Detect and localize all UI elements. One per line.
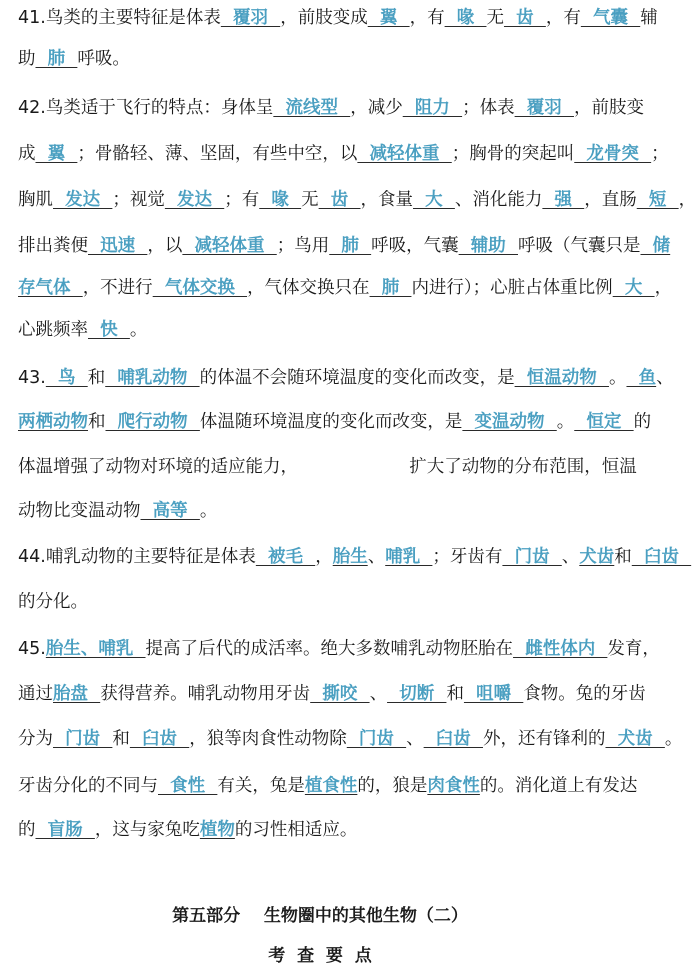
text-segment: ，气体交换只在 <box>247 278 370 298</box>
section-title: 第五部分 生物圈中的其他生物（二） <box>172 906 468 926</box>
answer-blank: 植食性 <box>304 776 358 796</box>
answer-blank: 气囊 <box>580 8 641 28</box>
text-segment: ， <box>654 278 673 298</box>
text-segment: ；视觉 <box>112 190 165 210</box>
answer-blank: 肉食性 <box>427 776 480 796</box>
answer-blank: 喙 <box>444 8 487 28</box>
answer-blank: 雌性体内 <box>513 639 608 659</box>
answer-blank: 爬行动物 <box>105 412 200 432</box>
text-segment: 体温增强了动物对环境的适应能力， 扩大了动物的分布范围，恒温 <box>18 457 637 477</box>
text-line <box>18 232 671 260</box>
text-segment: ，有 <box>545 8 581 28</box>
text-segment: 、 <box>406 729 424 749</box>
answer-blank: 齿 <box>318 190 361 210</box>
answer-blank: 犬齿 <box>605 729 665 749</box>
answer-blank: 恒定 <box>574 412 634 432</box>
text-line <box>18 543 692 571</box>
answer-blank: 气体交换 <box>152 278 248 298</box>
text-line <box>18 364 674 392</box>
text-line <box>18 680 646 708</box>
answer-blank: 齿 <box>503 8 546 28</box>
answer-blank: 胎生、哺乳 <box>45 639 146 659</box>
answer-blank: 大 <box>612 278 655 298</box>
text-segment: 排出粪便 <box>18 236 88 256</box>
answer-blank: 发达 <box>53 190 113 210</box>
text-segment: 。 <box>556 412 575 432</box>
answer-blank: 恒温动物 <box>514 368 609 388</box>
text-segment: 的，狼是 <box>357 776 428 796</box>
text-segment: 43. <box>18 368 46 388</box>
answer-blank: 辅助 <box>458 236 518 256</box>
answer-blank: 强 <box>542 190 585 210</box>
text-segment: 。 <box>129 320 148 340</box>
answer-blank: 减轻体重 <box>182 236 277 256</box>
answer-blank: 覆羽 <box>220 8 281 28</box>
answer-blank: 覆羽 <box>514 98 574 118</box>
answer-blank: 臼齿 <box>129 729 190 749</box>
text-segment: 发育， <box>607 639 660 659</box>
answer-blank: 食性 <box>158 776 218 796</box>
text-segment: ，减少 <box>350 98 403 118</box>
text-segment: 的 <box>18 820 36 840</box>
text-segment: ，前肢变 <box>573 98 644 118</box>
text-segment: 无 <box>301 190 319 210</box>
text-segment: 呼吸，气囊 <box>371 236 459 256</box>
text-segment: 的分化。 <box>18 592 88 612</box>
text-segment: 45. <box>18 639 46 659</box>
text-line <box>18 453 637 481</box>
text-line <box>18 408 652 436</box>
answer-blank: 高等 <box>140 501 200 521</box>
answer-blank: 切断 <box>387 684 447 704</box>
text-segment: 、消化能力 <box>454 190 543 210</box>
answer-blank: 大 <box>413 190 455 210</box>
text-segment: 胸肌 <box>18 190 53 210</box>
text-segment: 辅 <box>640 8 658 28</box>
text-segment: ；骨骼轻、薄、坚固，有些中空，以 <box>77 144 358 164</box>
answer-blank: 胎盘 <box>53 684 101 704</box>
text-segment: 和 <box>87 368 106 388</box>
answer-blank: 哺乳 <box>385 547 433 567</box>
text-segment: 。 <box>608 368 627 388</box>
text-segment: ；胸骨的突起叫 <box>451 144 575 164</box>
text-segment: 助 <box>18 49 36 69</box>
answer-blank: 存气体 <box>18 278 83 298</box>
answer-blank: 门齿 <box>502 547 562 567</box>
text-line <box>18 45 630 73</box>
text-line <box>18 725 683 753</box>
text-segment: 、 <box>656 368 674 388</box>
text-segment: 无 <box>486 8 504 28</box>
answer-blank: 鸟 <box>45 368 88 388</box>
text-segment: 和 <box>88 412 106 432</box>
answer-blank: 龙骨突 <box>574 144 652 164</box>
text-segment: 44.哺乳动物的主要特征是体表 <box>18 547 256 567</box>
text-segment: ；鸟用 <box>276 236 330 256</box>
text-line <box>18 588 630 616</box>
answer-blank: 肺 <box>35 49 78 69</box>
text-line <box>18 816 630 844</box>
answer-blank: 两栖动物 <box>18 412 88 432</box>
answer-blank: 门齿 <box>346 729 407 749</box>
answer-blank: 流线型 <box>273 98 351 118</box>
text-segment: 、 <box>369 684 388 704</box>
text-line <box>18 635 660 663</box>
answer-blank: 翼 <box>35 144 78 164</box>
text-segment: 提高了后代的成活率。绝大多数哺乳动物胚胎在 <box>145 639 514 659</box>
answer-blank: 咀嚼 <box>463 684 524 704</box>
text-segment: 体温随环境温度的变化而改变，是 <box>199 412 463 432</box>
text-segment: 通过 <box>18 684 53 704</box>
text-segment: 内进行）；心脏占体重比例 <box>411 278 613 298</box>
answer-blank: 翼 <box>367 8 410 28</box>
answer-blank: 臼齿 <box>631 547 692 567</box>
text-segment: ； <box>651 144 669 164</box>
answer-blank: 胎生 <box>332 547 368 567</box>
text-line <box>18 274 673 302</box>
text-segment: ，有 <box>409 8 445 28</box>
text-segment: ， <box>315 547 333 567</box>
text-segment: ， <box>678 190 696 210</box>
answer-blank: 减轻体重 <box>357 144 452 164</box>
text-segment: ；有 <box>224 190 260 210</box>
text-segment: 、 <box>561 547 580 567</box>
text-segment: 42.鸟类适于飞行的特点：身体呈 <box>18 98 274 118</box>
section-subtitle: 考 查 要 点 <box>268 946 372 966</box>
answer-blank: 臼齿 <box>423 729 483 749</box>
answer-blank: 变温动物 <box>462 412 557 432</box>
text-segment: ；体表 <box>462 98 515 118</box>
text-segment: 的体温不会随环境温度的变化而改变，是 <box>199 368 515 388</box>
text-segment: 有关，兔是 <box>217 776 305 796</box>
answer-blank: 肺 <box>329 236 372 256</box>
text-segment: 和 <box>614 547 632 567</box>
text-segment: ，这与家兔吃 <box>94 820 200 840</box>
text-segment: 的习性相适应。 <box>234 820 358 840</box>
text-segment: 的 <box>633 412 652 432</box>
text-segment: ，狼等肉食性动物除 <box>189 729 347 749</box>
text-segment: ，直肠 <box>584 190 637 210</box>
text-segment: 呼吸。 <box>77 49 130 69</box>
answer-blank: 门齿 <box>53 729 113 749</box>
text-segment: ，前肢变成 <box>280 8 368 28</box>
text-segment: ；牙齿有 <box>432 547 503 567</box>
text-line <box>18 186 696 214</box>
answer-blank: 短 <box>636 190 679 210</box>
answer-blank: 储 <box>640 236 671 256</box>
answer-blank: 发达 <box>164 190 225 210</box>
answer-blank: 植物 <box>199 820 235 840</box>
answer-blank: 喙 <box>259 190 302 210</box>
answer-blank: 鱼 <box>626 368 657 388</box>
text-segment: 食物。兔的牙齿 <box>523 684 646 704</box>
text-segment: ，不进行 <box>82 278 153 298</box>
text-line <box>18 497 630 525</box>
text-segment: 。 <box>199 501 218 521</box>
text-segment: 呼吸（气囊只是 <box>518 236 641 256</box>
text-segment: 心跳频率 <box>18 320 88 340</box>
answer-blank: 哺乳动物 <box>105 368 200 388</box>
text-line <box>18 772 638 800</box>
text-segment: 和 <box>112 729 130 749</box>
text-line <box>18 316 630 344</box>
text-segment: 、 <box>367 547 386 567</box>
answer-blank: 阻力 <box>402 98 463 118</box>
answer-blank: 盲肠 <box>35 820 95 840</box>
text-line <box>18 140 669 168</box>
text-segment: ，以 <box>147 236 183 256</box>
text-segment: 获得营养。哺乳动物用牙齿 <box>100 684 311 704</box>
text-line <box>18 4 658 32</box>
text-segment: 动物比变温动物 <box>18 501 141 521</box>
text-segment: 牙齿分化的不同与 <box>18 776 158 796</box>
text-segment: 和 <box>446 684 464 704</box>
text-segment: 的。消化道上有发达 <box>479 776 638 796</box>
text-line <box>18 94 644 122</box>
text-segment: 41.鸟类的主要特征是体表 <box>18 8 221 28</box>
answer-blank: 犬齿 <box>579 547 615 567</box>
text-segment: 成 <box>18 144 36 164</box>
text-segment: 外，还有锋利的 <box>483 729 606 749</box>
answer-blank: 撕咬 <box>310 684 370 704</box>
answer-blank: 迅速 <box>88 236 148 256</box>
text-segment: 。 <box>664 729 683 749</box>
text-segment: ，食量 <box>360 190 413 210</box>
text-segment: 分为 <box>18 729 53 749</box>
answer-blank: 快 <box>88 320 130 340</box>
answer-blank: 被毛 <box>255 547 316 567</box>
answer-blank: 肺 <box>369 278 412 298</box>
